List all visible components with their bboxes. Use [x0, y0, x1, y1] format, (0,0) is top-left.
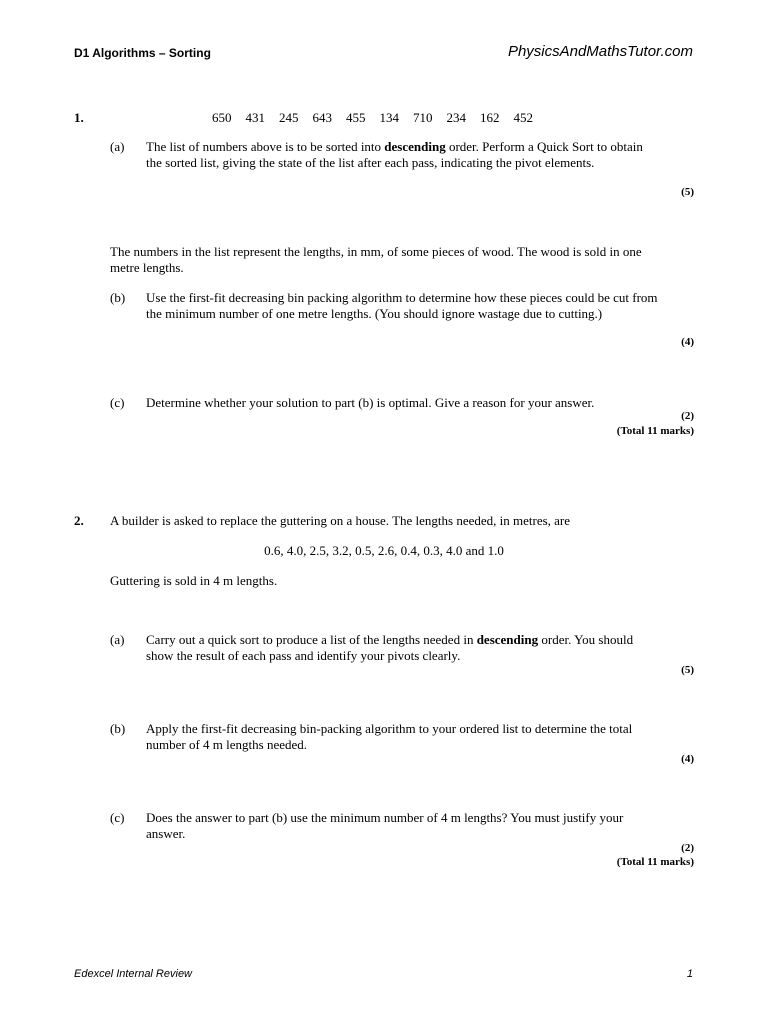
list-number: 162: [480, 110, 500, 125]
q1-a-text-start: The list of numbers above is to be sorted into: [146, 139, 385, 154]
list-number: 452: [513, 110, 533, 125]
document-title: D1 Algorithms – Sorting: [74, 46, 211, 60]
q1-part-b-text: Use the first-fit decreasing bin packing algorithm to determine how these pieces could be cut from the minimum number of one metre lengths. (You should ignore wastage due to cutting.): [146, 290, 658, 321]
q2-a-text-end: order. You should show the result of each pass and identify your pivots clearly.: [146, 632, 634, 663]
q2-a-text-start: Carry out a quick sort to produce a list of the lengths needed in: [146, 632, 477, 647]
q1-part-a-text: [146, 139, 660, 170]
q1-context-text: The numbers in the list represent the lengths, in mm, of some pieces of wood. The wood is sold in one metre lengths.: [110, 244, 642, 275]
footer-source: Edexcel Internal Review: [74, 968, 193, 980]
q1-a-emphasis: descending: [384, 139, 446, 154]
q2-sold-text: Guttering is sold in 4 m lengths.: [110, 573, 278, 588]
list-number: 710: [413, 110, 433, 125]
q2-part-c-marks: (2): [681, 842, 694, 854]
q1-part-b-label: (b): [110, 290, 126, 305]
q2-part-a-label: (a): [110, 632, 125, 647]
q2-total-marks: (Total 11 marks): [616, 856, 694, 868]
q1-part-c-text: Determine whether your solution to part (b) is optimal. Give a reason for your answer.: [146, 395, 595, 410]
q1-a-text-end: order. Perform a Quick Sort to obtain the sorted list, giving the state of the list after each pass, indicating the pivot elements.: [146, 139, 643, 170]
list-number: 650: [212, 110, 232, 125]
q2-part-c-label: (c): [110, 810, 125, 825]
q2-part-b-label: (b): [110, 721, 126, 736]
q1-part-c-label: (c): [110, 395, 125, 410]
list-number: 431: [245, 110, 265, 125]
q1-total-marks: (Total 11 marks): [616, 425, 694, 437]
list-number: 234: [446, 110, 466, 125]
q2-part-b-text: Apply the first-fit decreasing bin-packing algorithm to your ordered list to determine the total number of 4 m lengths needed.: [146, 721, 633, 752]
list-number: 643: [312, 110, 332, 125]
q2-intro-text: A builder is asked to replace the guttering on a house. The lengths needed, in metres, are: [110, 513, 571, 528]
q2-part-a-text: [146, 632, 660, 663]
q2-part-c-text: Does the answer to part (b) use the minimum number of 4 m lengths? You must justify your answer.: [146, 810, 624, 841]
list-number: 245: [279, 110, 299, 125]
q2-part-a-marks: (5): [681, 664, 694, 676]
list-number: 455: [346, 110, 366, 125]
list-number: 134: [379, 110, 399, 125]
site-name: PhysicsAndMathsTutor.com: [507, 43, 693, 60]
question-2-number: 2.: [74, 513, 84, 528]
q2-length-list: 0.6, 4.0, 2.5, 3.2, 0.5, 2.6, 0.4, 0.3, 4.0 and 1.0: [264, 543, 504, 558]
q1-part-a-marks: (5): [681, 186, 694, 198]
question-1-number-list: [212, 110, 547, 126]
question-1-number: 1.: [74, 110, 84, 125]
q1-part-a-label: (a): [110, 139, 125, 154]
q1-part-c-marks: (2): [681, 410, 694, 422]
q1-part-b-marks: (4): [681, 336, 694, 348]
q2-part-b-marks: (4): [681, 753, 694, 765]
page-number: 1: [686, 968, 693, 980]
q2-a-emphasis: descending: [476, 632, 539, 647]
